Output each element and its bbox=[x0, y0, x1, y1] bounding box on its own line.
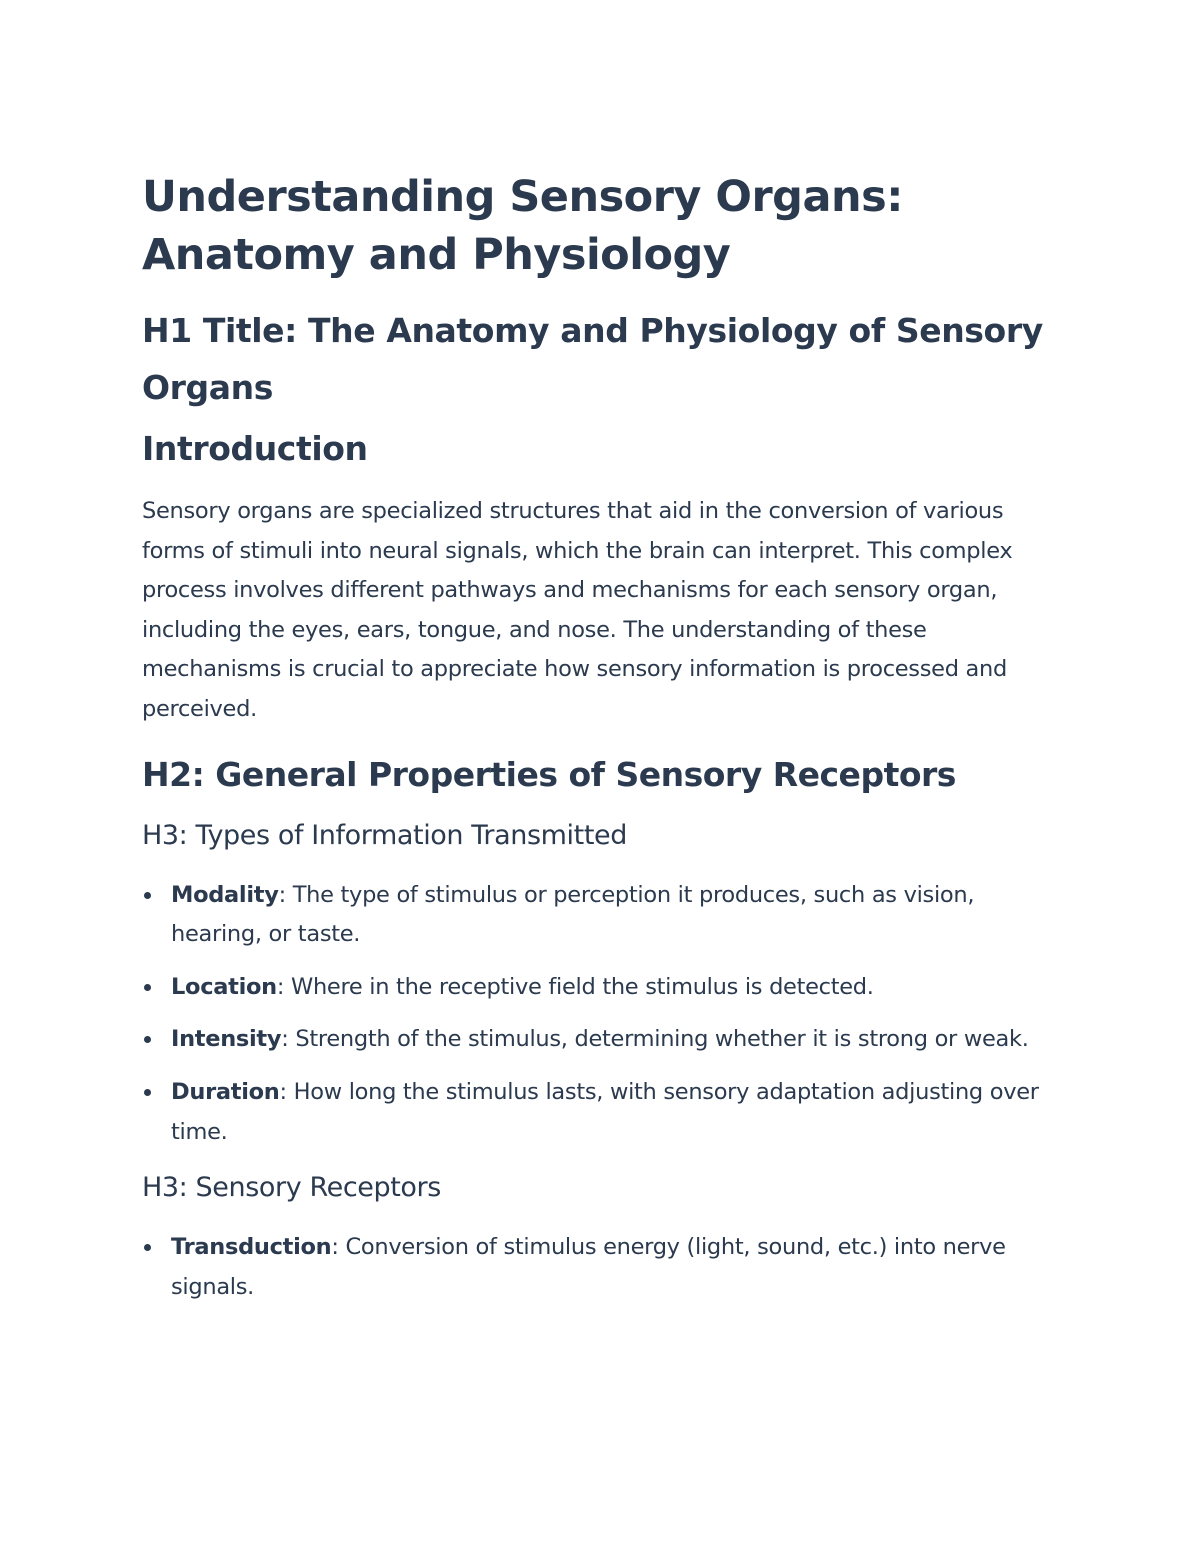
list-item bbox=[142, 876, 1062, 955]
list-item bbox=[142, 1073, 1062, 1152]
list-item bbox=[142, 968, 1062, 1008]
sensory-receptors-list bbox=[142, 1228, 1062, 1307]
bullet-icon bbox=[144, 892, 151, 899]
list-item-term: Modality bbox=[171, 881, 279, 908]
list-item-term: Intensity bbox=[171, 1026, 282, 1053]
h1-title-heading: H1 Title: The Anatomy and Physiology of Sensory Organs bbox=[142, 311, 1043, 407]
sensory-receptors-heading: H3: Sensory Receptors bbox=[142, 1172, 441, 1204]
bullet-icon bbox=[144, 984, 151, 991]
general-properties-heading: H2: General Properties of Sensory Receptors bbox=[142, 754, 956, 794]
list-item bbox=[142, 1228, 1062, 1307]
bullet-icon bbox=[144, 1244, 151, 1251]
types-of-information-list bbox=[142, 876, 1062, 1153]
list-item bbox=[142, 1020, 1062, 1060]
bullet-icon bbox=[144, 1089, 151, 1096]
list-item-term: Transduction bbox=[171, 1234, 332, 1261]
introduction-heading: Introduction bbox=[142, 429, 368, 468]
list-item-text: : Conversion of stimulus energy (light, sound, etc.) into nerve signals. bbox=[171, 1234, 1006, 1300]
introduction-paragraph: Sensory organs are specialized structures that aid in the conversion of various forms of stimuli into neural signals, which the brain can interpret. This complex process involves different pathways and mechanisms for each sensory organ, including the eyes, ears, tongue, and nose. The understanding of these mechanisms is crucial to appreciate how sensory information is processed and perceived. bbox=[142, 498, 1013, 722]
list-item-term: Duration bbox=[171, 1078, 280, 1105]
types-of-information-heading: H3: Types of Information Transmitted bbox=[142, 819, 627, 851]
list-item-text: : Strength of the stimulus, determining whether it is strong or weak. bbox=[281, 1026, 1029, 1053]
list-item-text: : Where in the receptive field the stimulus is detected. bbox=[276, 973, 874, 1000]
list-item-term: Location bbox=[171, 973, 277, 1000]
document-title: Understanding Sensory Organs: Anatomy and Physiology bbox=[142, 172, 903, 280]
bullet-icon bbox=[144, 1036, 151, 1043]
document-page bbox=[142, 168, 1062, 1325]
list-item-text: : How long the stimulus lasts, with sensory adaptation adjusting over time. bbox=[171, 1078, 1039, 1145]
list-item-text: : The type of stimulus or perception it produces, such as vision, hearing, or taste. bbox=[171, 881, 975, 948]
